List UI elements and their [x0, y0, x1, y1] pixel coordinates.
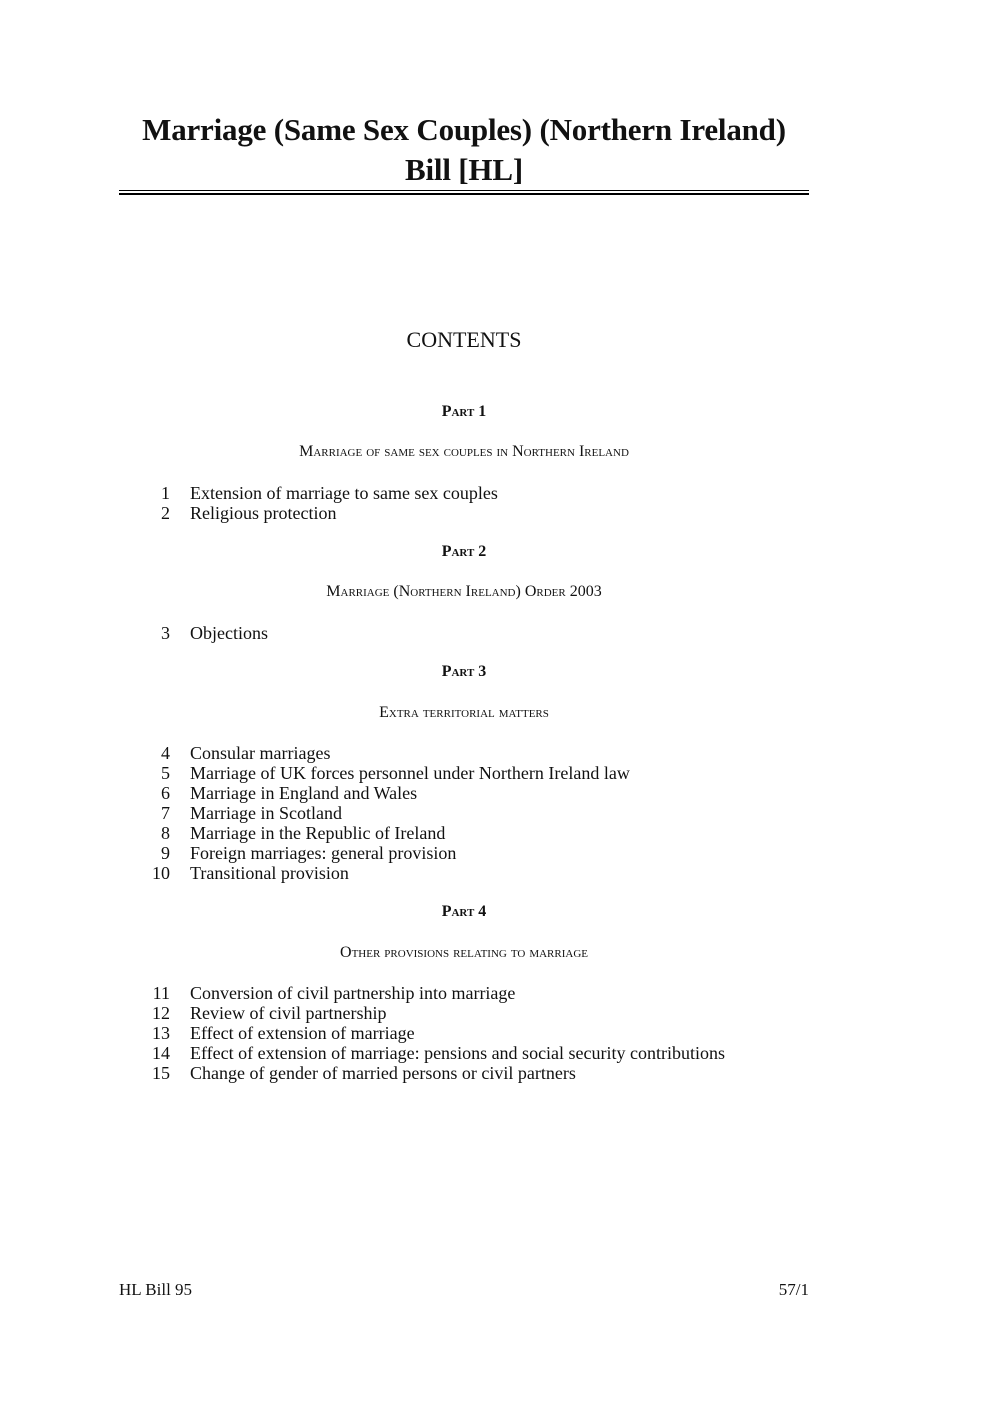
part-2-title: Marriage (Northern Ireland) Order 2003 [326, 583, 602, 600]
toc-entry[interactable] [140, 763, 820, 783]
section-number: 9 [161, 843, 170, 863]
toc-entry[interactable] [140, 783, 820, 803]
part-3-heading: Part 3 [441, 663, 487, 680]
toc-entry[interactable] [140, 503, 820, 523]
toc-entry[interactable] [140, 843, 820, 863]
title-rule-thin [119, 190, 809, 191]
section-number: 1 [161, 483, 170, 503]
section-title: Review of civil partnership [190, 1003, 387, 1023]
toc-entry[interactable] [140, 483, 820, 503]
section-title: Religious protection [190, 503, 337, 523]
section-title: Change of gender of married persons or civil partners [190, 1063, 576, 1083]
part-4-heading: Part 4 [441, 903, 487, 920]
toc-entry[interactable] [140, 803, 820, 823]
part-4-title: Other provisions relating to marriage [340, 944, 588, 961]
toc-entry[interactable] [140, 743, 820, 763]
part-2-heading: Part 2 [441, 543, 487, 560]
page-footer [119, 1280, 809, 1300]
section-number: 7 [161, 803, 170, 823]
toc-entry[interactable] [140, 863, 820, 883]
toc-entry[interactable] [140, 1003, 820, 1023]
section-number: 15 [152, 1063, 170, 1083]
bill-title-line-2: Bill [HL] [405, 152, 523, 187]
section-number: 4 [161, 743, 170, 763]
section-title: Marriage in Scotland [190, 803, 342, 823]
section-title: Effect of extension of marriage: pensions and social security contributions [190, 1043, 726, 1063]
toc-entry[interactable] [140, 1023, 820, 1043]
section-number: 3 [161, 623, 170, 643]
toc-entry[interactable] [140, 1043, 820, 1063]
toc-entry[interactable] [140, 823, 820, 843]
part-3-section-list [140, 743, 820, 883]
section-title: Marriage in the Republic of Ireland [190, 823, 446, 843]
section-title: Marriage of UK forces personnel under Northern Ireland law [190, 763, 630, 783]
section-title: Conversion of civil partnership into marriage [190, 983, 516, 1003]
section-number: 5 [161, 763, 170, 783]
section-number: 2 [161, 503, 170, 523]
bill-number: HL Bill 95 [119, 1280, 193, 1299]
contents-heading: CONTENTS [406, 327, 522, 352]
bill-title [119, 110, 809, 190]
part-1-heading: Part 1 [441, 403, 487, 420]
toc-entry[interactable] [140, 983, 820, 1003]
section-number: 10 [152, 863, 170, 883]
section-number: 12 [152, 1003, 170, 1023]
section-title: Marriage in England and Wales [190, 783, 418, 803]
title-rule-thick [119, 193, 809, 195]
part-1-section-list [140, 483, 820, 523]
section-number: 8 [161, 823, 170, 843]
part-4-section-list [140, 983, 820, 1083]
section-title: Extension of marriage to same sex couples [190, 483, 498, 503]
section-number: 14 [152, 1043, 170, 1063]
section-title: Foreign marriages: general provision [190, 843, 457, 863]
section-number: 11 [152, 983, 170, 1003]
section-number: 13 [152, 1023, 170, 1043]
section-number: 6 [161, 783, 170, 803]
part-2-section-list [140, 623, 820, 643]
part-1-title: Marriage of same sex couples in Northern Ireland [299, 443, 629, 460]
part-3-title: Extra territorial matters [379, 704, 549, 721]
bill-title-line-1: Marriage (Same Sex Couples) (Northern Ireland) [142, 112, 786, 147]
section-title: Transitional provision [190, 863, 349, 883]
section-title: Consular marriages [190, 743, 331, 763]
toc-entry[interactable] [140, 1063, 820, 1083]
section-title: Objections [190, 623, 268, 643]
print-reference: 57/1 [778, 1280, 809, 1299]
section-title: Effect of extension of marriage [190, 1023, 415, 1043]
toc-entry[interactable] [140, 623, 820, 643]
